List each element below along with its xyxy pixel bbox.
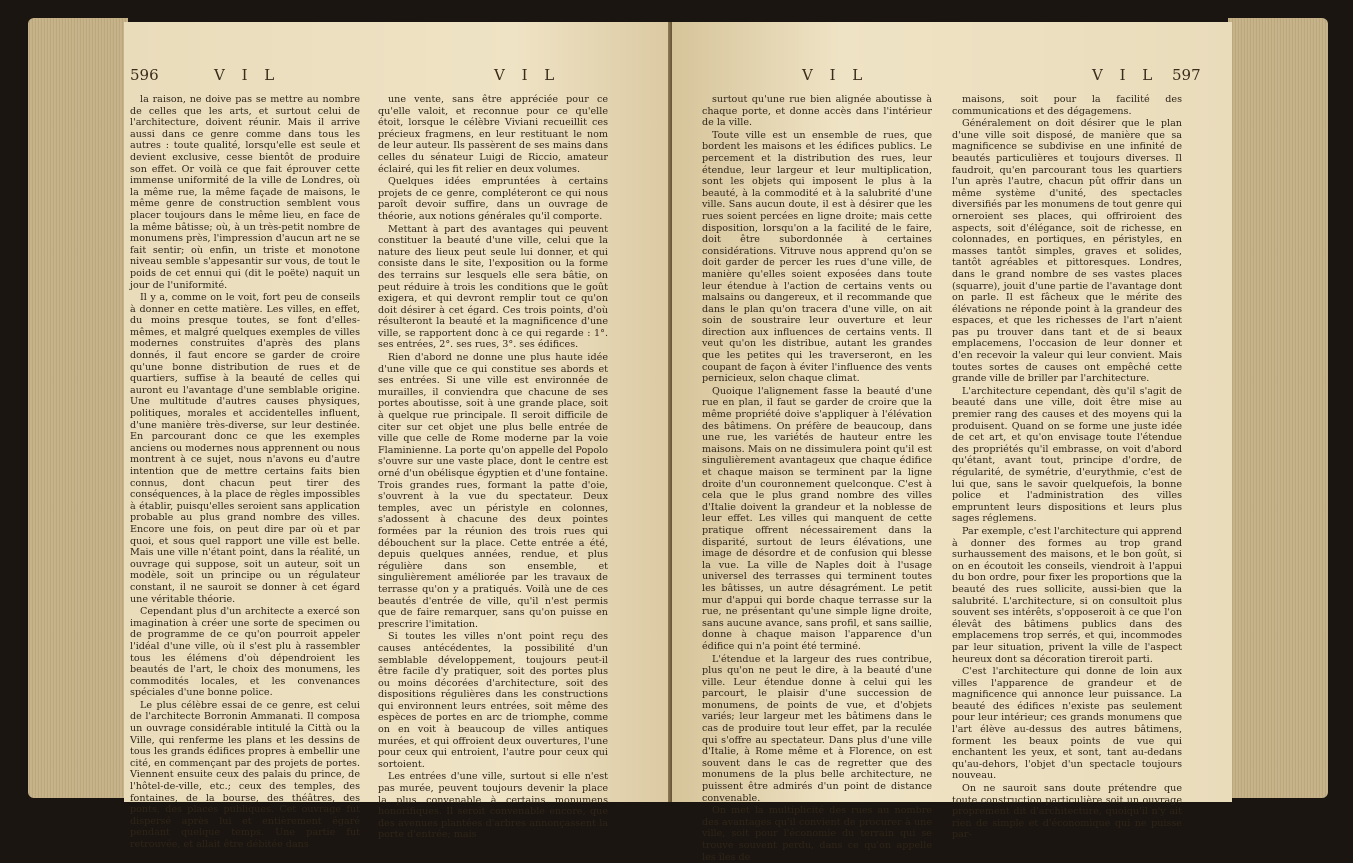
- right-page: [672, 22, 1232, 863]
- page-edges-left: [28, 18, 128, 798]
- paragraph: L'architecture cependant, dès qu'il s'agit de beauté dans une ville, doit être mise au premier rang des causes et des moyens qui la produisent. Quand on se forme une juste idée de cet art, et qu'on envisage toute l'étendue des propriétés qu'il embrasse, on voit d'abord qu'étant, avant tout, principe d'ordre, de régularité, de symétrie, d'eurythmie, c'est de lui que, sans le savoir quelquefois, la bonne police et l'administration des villes empruntent leurs dispositions et leurs plus sages réglemens.: [952, 385, 1182, 525]
- paragraph: Mettant à part des avantages qui peuvent constituer la beauté d'une ville, celui que la nature des lieux peut seule lui donner, et qui consiste dans le site, l'exposition ou la forme des terrains sur lesquels elle sera bâtie, on peut réduire à trois les conditions que le goût exigera, et qui devront remplir tout ce qu'on doit désirer à cet égard. Ces trois points, d'où résulteront la beauté et la magnificence d'une ville, se rapportent donc à ce qui regarde : 1°. ses entrées, 2°. ses rues, 3°. ses édifices.: [378, 223, 608, 351]
- paragraph: C'est l'architecture qui donne de loin aux villes l'apparence de grandeur et de magnificence qui annonce leur puissance. La beauté des édifices n'existe pas seulement pour leur intérieur; ces grands monumens que l'art élève au-dessus des autres bâtimens, forment les beaux points de vue qui enchantent les yeux, et sont, tant au-dedans qu'au-dehors, l'objet d'un spectacle toujours nouveau.: [952, 666, 1182, 782]
- page-number-left: 596: [130, 66, 159, 84]
- paragraph: la raison, ne doive pas se mettre au nombre de celles que les arts, et surtout celui de l'architecture, doivent réunir. Mais il arrive aussi dans ce genre comme dans tous les autres : toute qualité, lorsqu'elle est seule et devient exclusive, cesse bientôt de produire son effet. Or voilà ce que fait éprouver cette immense uniformité de la ville de Londres, où la même rue, la même façade de maisons, le même genre de construction semblent vous placer toujours dans le même lieu, en face de la même bâtisse; où, à un très-petit nombre de monumens près, l'impression d'aucun art ne se fait sentir; où enfin, un triste et monotone niveau semble s'appesantir sur vous, de tout le poids de cet ennui qui (dit le poëte) naquit un jour de l'uniformité.: [130, 94, 360, 291]
- paragraph: Si toutes les villes n'ont point reçu des causes antécédentes, la possibilité d'un semblable développement, toujours peut-il être facile d'y pratiquer, soit des portes plus ou moins décorées d'architecture, soit des dispositions régulières dans les constructions qui environnent leurs entrées, soit même des espèces de portes en arc de triomphe, comme on en voit à beaucoup de villes antiques murées, et qui offroient deux ouvertures, l'une pour ceux qui entroient, l'autre pour ceux qui sortoient.: [378, 631, 608, 770]
- running-head: V I L: [214, 66, 281, 84]
- paragraph: maisons, soit pour la facilité des communications et des dégagemens.: [952, 94, 1182, 117]
- paragraph: On met la multiplicité des rues au nombre des avantages qu'il convient de procurer à une ville, soit pour l'économie du terrain qui se trouve souvent perdu, dans ce qu'on appelle les îles de: [702, 805, 932, 863]
- text-column-3: [702, 94, 932, 863]
- running-head: V I L: [802, 66, 869, 84]
- open-book: [28, 8, 1328, 863]
- paragraph: Cependant plus d'un architecte a exercé son imagination à créer une sorte de specimen ou de programme de ce qu'on pourroit appeler l'idéal d'une ville, où il s'est plu à rassembler tous les élémens d'où dépendroient les beautés de l'art, le choix des monumens, les commodités locales, et les convenances spéciales d'une bonne police.: [130, 606, 360, 699]
- paragraph: Quoique l'alignement fasse la beauté d'une rue en plan, il faut se garder de croire que la même propriété doive s'appliquer à l'élévation des bâtimens. On préfère de beaucoup, dans une rue, les variétés de hauteur entre les maisons. Mais on ne dissimulera point qu'il est singulièrement avantageux que chaque édifice et chaque maison se terminent par la ligne droite d'un couronnement quelconque. C'est à cela que le plus grand nombre des villes d'Italie doivent la grandeur et la noblesse de leur effet. Les villes qui manquent de cette pratique offrent nécessairement dans la disparité, surtout de leurs élévations, une image de désordre et de confusion qui blesse la vue. La ville de Naples doit à l'usage universel des terrasses qui terminent toutes les bâtisses, un autre désagrément. Le petit mur d'appui qui borde chaque terrasse sur la rue, ne présentant qu'une simple ligne droite, sans aucune avance, sans profil, et sans saillie, donne à chaque maison l'apparence d'un édifice qui n'a point été terminé.: [702, 385, 932, 652]
- running-head: V I L: [494, 66, 561, 84]
- paragraph: une vente, sans être appréciée pour ce qu'elle valoit, et reconnue pour ce qu'elle étoit, lorsque le célèbre Viviani recueillit ces précieux fragmens, en leur restituant le nom de leur auteur. Ils passèrent de ses mains dans celles du sénateur Luigi de Riccio, amateur éclairé, qui les fit relier en deux volumes.: [378, 94, 608, 175]
- paragraph: On ne sauroit sans doute prétendre que toute construction particulière soit un ouvrage proprement dit d'architecture, quoiqu'il n'y ait rien de simple et d'économique qui ne puisse par-: [952, 783, 1182, 841]
- page-edges-right: [1228, 18, 1328, 798]
- running-head: V I L: [1092, 66, 1159, 84]
- paragraph: Il y a, comme on le voit, fort peu de conseils à donner en cette matière. Les villes, en effet, du moins presque toutes, se font d'elles-mêmes, et malgré quelques exemples de villes modernes construites d'après des plans donnés, il faut encore se garder de croire qu'une bonne distribution de rues et de quartiers, suffise à la beauté de celles qui auront eu l'avantage d'une semblable origine. Une multitude d'autres causes physiques, politiques, morales et accidentelles influent, d'une manière très-diverse, sur leur destinée. En parcourant donc ce que les exemples anciens ou modernes nous apprennent ou nous montrent à ce sujet, nous n'avons eu d'autre intention que de mettre certains faits bien connus, dont chacun peut tirer des conséquences, à la place de règles impossibles à établir, puisqu'elles seroient sans application probable au plus grand nombre des villes. Encore une fois, on peut dire par où et par quoi, et sous quel rapport une ville est belle. Mais une ville n'étant point, dans la réalité, un ouvrage qui suppose, soit un auteur, soit un modèle, soit un principe ou un régulateur constant, il ne sauroit se donner à cet égard une véritable théorie.: [130, 292, 360, 605]
- paragraph: Toute ville est un ensemble de rues, que bordent les maisons et les édifices publics. Le percement et la distribution des rues, leur étendue, leur largeur et leur multiplication, sont les objets qui imposent le plus à la beauté, à la commodité et à la salubrité d'une ville. Sans aucun doute, il est à désirer que les rues soient percées en ligne droite; mais cette disposition, lorsqu'on a la facilité de le faire, doit être subordonnée à certaines considérations. Vitruve nous apprend qu'on se doit garder de percer les rues d'une ville, de manière qu'elles soient exposées dans toute leur étendue à l'action de certains vents ou malsains ou dangereux, et il recommande que dans le plan qu'on tracera d'une ville, on ait soin de soustraire leur ouverture et leur direction aux influences de certains vents. Il veut qu'on les distribue, autant les grandes que les petites qui les traverseront, en les coupant de façon à éviter l'influence des vents pernicieux, selon chaque climat.: [702, 129, 932, 385]
- right-page-header: [672, 66, 1232, 92]
- text-column-2: [378, 94, 608, 841]
- text-column-4: [952, 94, 1182, 841]
- left-page: [124, 22, 684, 850]
- paragraph: Généralement on doit désirer que le plan d'une ville soit disposé, de manière que sa magnificence se subdivise en une infinité de beautés particulières et toujours diverses. Il faudroit, qu'en parcourant tous les quartiers l'un après l'autre, chacun pût offrir dans un même système d'unité, des spectacles diversifiés par les monumens de tout genre qui orneroient ses places, qui offriroient des aspects, soit d'élégance, soit de richesse, en colonnades, en portiques, en péristyles, en masses tantôt simples, graves et solides, tantôt agréables et pittoresques. Londres, dans le grand nombre de ses vastes places (squarre), jouit d'une partie de l'avantage dont on parle. Il est fâcheux que le mérite des élévations ne réponde point à la grandeur des espaces, et que les richesses de l'art n'aient pas pu trouver dans tant et de si beaux emplacemens, l'occasion de leur donner et d'en recevoir la valeur qui leur convient. Mais toutes sortes de causes ont empêché cette grande ville de briller par l'architecture.: [952, 118, 1182, 385]
- text-column-1: [130, 94, 360, 850]
- paragraph: Rien d'abord ne donne une plus haute idée d'une ville que ce qui constitue ses abords et ses entrées. Si une ville est environnée de murailles, il conviendra que chacune de ses portes aboutisse, soit à une grande place, soit à quelque rue principale. Il seroit difficile de citer sur cet objet une plus belle entrée de ville que celle de Rome moderne par la voie Flaminienne. La porte qu'on appelle del Popolo s'ouvre sur une vaste place, dont le centre est orné d'un obélisque égyptien et d'une fontaine. Trois grandes rues, formant la patte d'oie, s'ouvrent à la vue du spectateur. Deux temples, avec un péristyle en colonnes, s'adossent à chacune des deux pointes formées par la réunion des trois rues qui débouchent sur la place. Cette entrée a été, depuis quelques années, rendue, et plus régulière dans son ensemble, et singulièrement améliorée par les travaux de terrasse qu'on y a pratiqués. Voilà une de ces beautés d'entrée de ville, qu'il n'est permis que de faire remarquer, sans qu'on puisse en prescrire l'imitation.: [378, 352, 608, 630]
- left-page-header: [124, 66, 684, 92]
- paragraph: Les entrées d'une ville, surtout si elle n'est pas murée, peuvent toujours devenir la place la plus convenable à certains monumens honorifiques. Il seroit convenable encore, que des avenues plantées d'arbres annonçassent la porte d'entrée; mais: [378, 771, 608, 841]
- paragraph: Par exemple, c'est l'architecture qui apprend à donner des formes au trop grand surhaussement des maisons, et le bon goût, si on en écoutoit les conseils, viendroit à l'appui du bon ordre, pour fixer les proportions que la beauté des rues sollicite, aussi-bien que la salubrité. L'architecture, si on consultoit plus souvent ses intérêts, s'opposeroit à ce que l'on élevât des bâtimens publics dans des emplacemens trop serrés, et qui, incommodes par leur situation, privent la ville de l'aspect heureux dont sa décoration tireroit parti.: [952, 525, 1182, 665]
- page-number-right: 597: [1172, 66, 1201, 84]
- paragraph: Quelques idées empruntées à certains projets de ce genre, compléteront ce qui nous paroît devoir suffire, dans un ouvrage de théorie, aux notions générales qu'il comporte.: [378, 176, 608, 222]
- paragraph: Le plus célèbre essai de ce genre, est celui de l'architecte Borronin Ammanati. Il composa un ouvrage considérable intitulé la Città ou la Ville, qui renferme les plans et les dessins de tous les grands édifices propres à embellir une cité, en commençant par des projets de portes. Viennent ensuite ceux des palais du prince, de l'hôtel-de-ville, etc.; ceux des temples, des fontaines, de la bourse, des théâtres, des ponts, des places publiques. Cet ouvrage fut dispersé après lui et entièrement égaré pendant quelque temps. Une partie fut retrouvée, et allait être débitée dans: [130, 699, 360, 850]
- paragraph: L'étendue et la largeur des rues contribue, plus qu'on ne peut le dire, à la beauté d'une ville. Leur étendue donne à celui qui les parcourt, le plaisir d'une succession de monumens, de points de vue, et d'objets variés; leur largeur met les bâtimens dans le cas de produire tout leur effet, par la reculée qui s'offre au spectateur. Dans plus d'une ville d'Italie, à Rome même et à Florence, on est souvent dans le cas de regretter que des monumens de la plus belle architecture, ne puissent être admirés d'un point de distance convenable.: [702, 653, 932, 804]
- paragraph: surtout qu'une rue bien alignée aboutisse à chaque porte, et donne accès dans l'intérieur de la ville.: [702, 94, 932, 129]
